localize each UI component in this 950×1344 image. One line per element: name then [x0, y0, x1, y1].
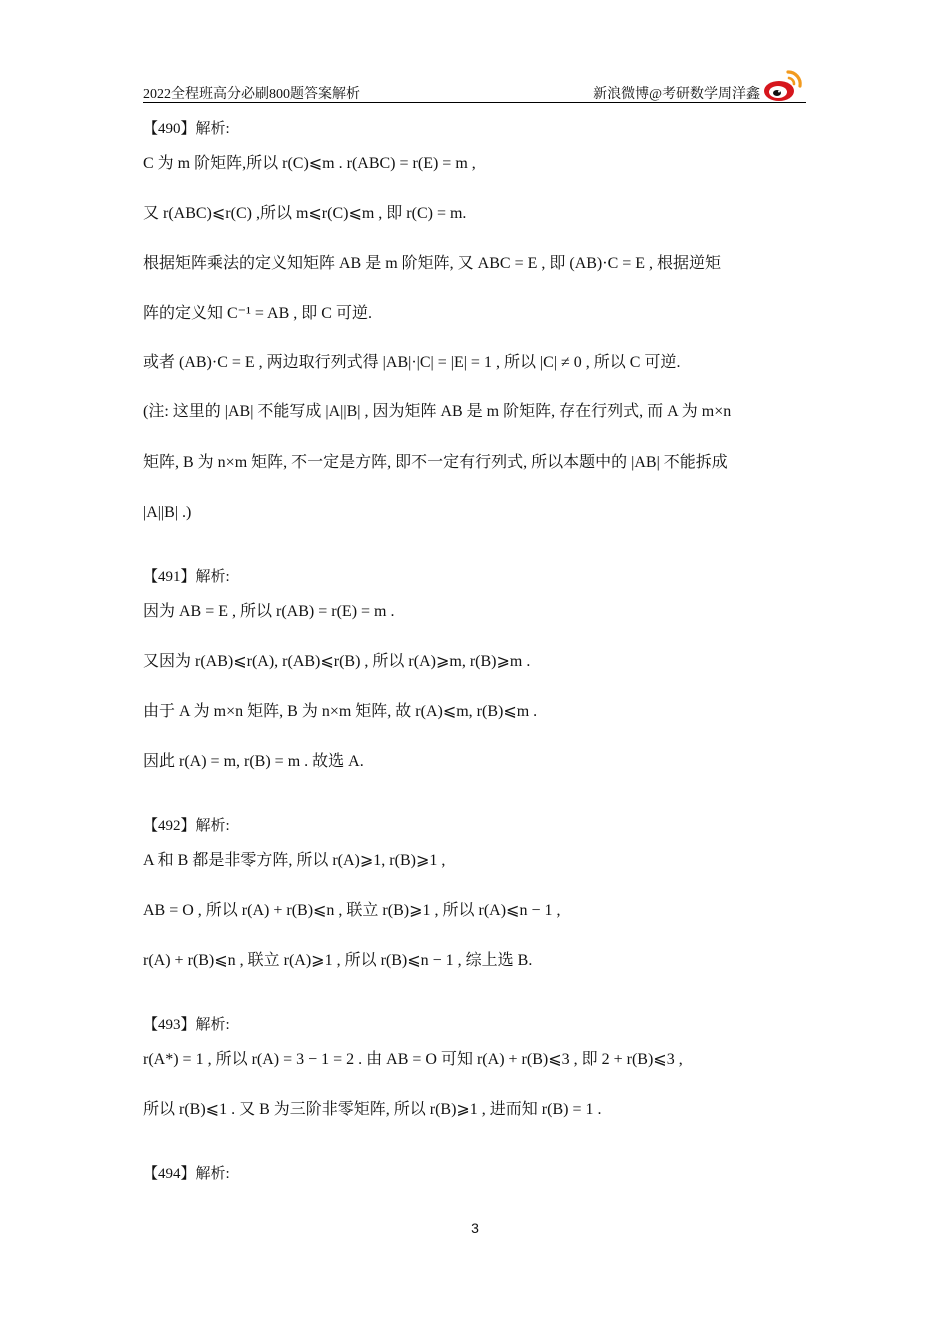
text-line: |A||B| .)	[143, 504, 192, 521]
section-heading: 【493】解析:	[143, 1017, 230, 1033]
text-line: AB = O , 所以 r(A) + r(B)⩽n , 联立 r(B)⩾1 , 所以 r(A)⩽n − 1 ,	[143, 902, 561, 919]
text-line: 或者 (AB)·C = E , 两边取行列式得 |AB|·|C| = |E| = 1 , 所以 |C| ≠ 0 , 所以 C 可逆.	[143, 354, 681, 371]
section-heading: 【490】解析:	[143, 121, 230, 137]
page-header	[143, 80, 806, 102]
text-line: r(A) + r(B)⩽n , 联立 r(A)⩾1 , 所以 r(B)⩽n − 1 , 综上选 B.	[143, 952, 533, 969]
text-line: C 为 m 阶矩阵,所以 r(C)⩽m . r(ABC) = r(E) = m ,	[143, 155, 476, 172]
text-line: 因为 AB = E , 所以 r(AB) = r(E) = m .	[143, 603, 395, 620]
header-rule	[143, 102, 806, 103]
text-line: 根据矩阵乘法的定义知矩阵 AB 是 m 阶矩阵, 又 ABC = E , 即 (AB)·C = E , 根据逆矩	[143, 255, 722, 272]
header-author: 新浪微博@考研数学周洋鑫	[593, 87, 760, 102]
text-line: 又因为 r(AB)⩽r(A), r(AB)⩽r(B) , 所以 r(A)⩾m, r(B)⩾m .	[143, 653, 531, 670]
text-line: r(A*) = 1 , 所以 r(A) = 3 − 1 = 2 . 由 AB = O 可知 r(A) + r(B)⩽3 , 即 2 + r(B)⩽3 ,	[143, 1051, 683, 1068]
weibo-logo-icon	[762, 66, 806, 104]
text-line: (注: 这里的 |AB| 不能写成 |A||B| , 因为矩阵 AB 是 m 阶矩阵, 存在行列式, 而 A 为 m×n	[143, 403, 732, 420]
header-title: 2022全程班高分必刷800题答案解析	[143, 87, 360, 102]
page-number: 3	[471, 1220, 479, 1236]
text-line: 因此 r(A) = m, r(B) = m . 故选 A.	[143, 753, 364, 770]
section-heading: 【494】解析:	[143, 1166, 230, 1182]
text-line: 矩阵, B 为 n×m 矩阵, 不一定是方阵, 即不一定有行列式, 所以本题中的 |AB| 不能拆成	[143, 454, 728, 471]
text-line: 所以 r(B)⩽1 . 又 B 为三阶非零矩阵, 所以 r(B)⩾1 , 进而知 r(B) = 1 .	[143, 1101, 602, 1118]
text-line: 由于 A 为 m×n 矩阵, B 为 n×m 矩阵, 故 r(A)⩽m, r(B)⩽m .	[143, 703, 538, 720]
text-line: A 和 B 都是非零方阵, 所以 r(A)⩾1, r(B)⩾1 ,	[143, 852, 446, 869]
text-line: 阵的定义知 C⁻¹ = AB , 即 C 可逆.	[143, 305, 372, 322]
section-heading: 【492】解析:	[143, 818, 230, 834]
text-line: 又 r(ABC)⩽r(C) ,所以 m⩽r(C)⩽m , 即 r(C) = m.	[143, 205, 467, 222]
section-heading: 【491】解析:	[143, 569, 230, 585]
